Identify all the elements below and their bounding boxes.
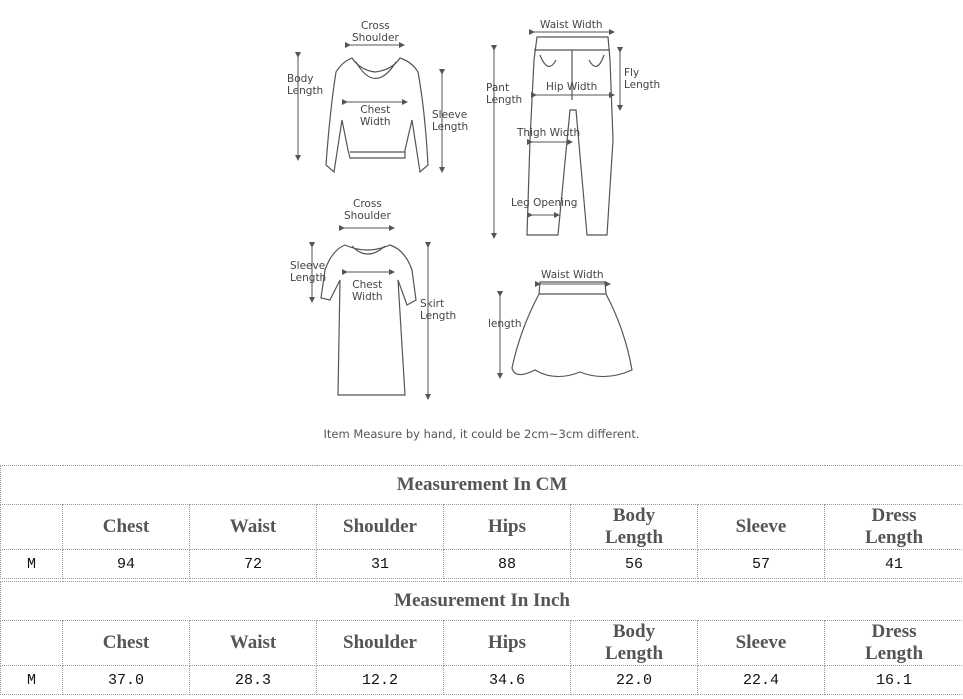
label-leg-opening: Leg Opening [511,197,578,209]
inch-header-dress-length: Dress Length [825,621,963,666]
cm-table-title: Measurement In CM [1,466,963,505]
inch-header-shoulder: Shoulder [317,621,444,666]
cm-value-shoulder: 31 [317,550,444,579]
label-sleeve-length-top: Sleeve Length [432,109,469,133]
cm-header-blank [1,505,63,550]
cm-size: M [1,550,63,579]
label-body-length: Body Length [287,73,324,97]
cm-value-waist: 72 [190,550,317,579]
inch-header-sleeve: Sleeve [698,621,825,666]
inch-value-shoulder: 12.2 [317,666,444,695]
skirt-sketch [512,282,632,377]
label-pant-length: Pant Length [486,82,523,106]
inch-value-dress-length: 16.1 [825,666,963,695]
inch-header-hips: Hips [444,621,571,666]
inch-header-blank [1,621,63,666]
cm-header-hips: Hips [444,505,571,550]
cm-value-chest: 94 [63,550,190,579]
cm-value-body-length: 56 [571,550,698,579]
cm-header-sleeve: Sleeve [698,505,825,550]
inch-value-waist: 28.3 [190,666,317,695]
inch-size: M [1,666,63,695]
cm-value-dress-length: 41 [825,550,963,579]
table-row [1,666,963,695]
label-chest-width-dress: Chest Width [352,279,383,303]
table-row [1,550,963,579]
inch-table [0,581,963,695]
inch-value-chest: 37.0 [63,666,190,695]
inch-value-hips: 34.6 [444,666,571,695]
label-waist-width-pants: Waist Width [540,19,603,31]
cm-header-dress-length: Dress Length [825,505,963,550]
label-fly-length: Fly Length [624,67,661,91]
cm-value-sleeve: 57 [698,550,825,579]
cm-header-waist: Waist [190,505,317,550]
label-hip-width: Hip Width [546,81,598,93]
inch-table-title: Measurement In Inch [1,582,963,621]
label-chest-width-top: Chest Width [360,104,391,128]
inch-header-body-length: Body Length [571,621,698,666]
cm-header-shoulder: Shoulder [317,505,444,550]
label-cross-shoulder-top: Cross Shoulder [352,20,399,44]
inch-header-waist: Waist [190,621,317,666]
cm-header-chest: Chest [63,505,190,550]
label-sleeve-length-dress: Sleeve Length [290,260,327,284]
dress-sketch [321,245,416,395]
label-cross-shoulder-dress: Cross Shoulder [344,198,391,222]
inch-header-chest: Chest [63,621,190,666]
label-length: length [488,318,522,330]
inch-value-sleeve: 22.4 [698,666,825,695]
label-skirt-length: Skirt Length [420,298,457,322]
inch-value-body-length: 22.0 [571,666,698,695]
measure-note: Item Measure by hand, it could be 2cm~3cm different. [323,427,640,441]
cm-header-body-length: Body Length [571,505,698,550]
label-waist-width-skirt: Waist Width [541,269,604,281]
cm-table [0,465,963,579]
cm-value-hips: 88 [444,550,571,579]
label-thigh-width: Thigh Width [517,127,581,139]
